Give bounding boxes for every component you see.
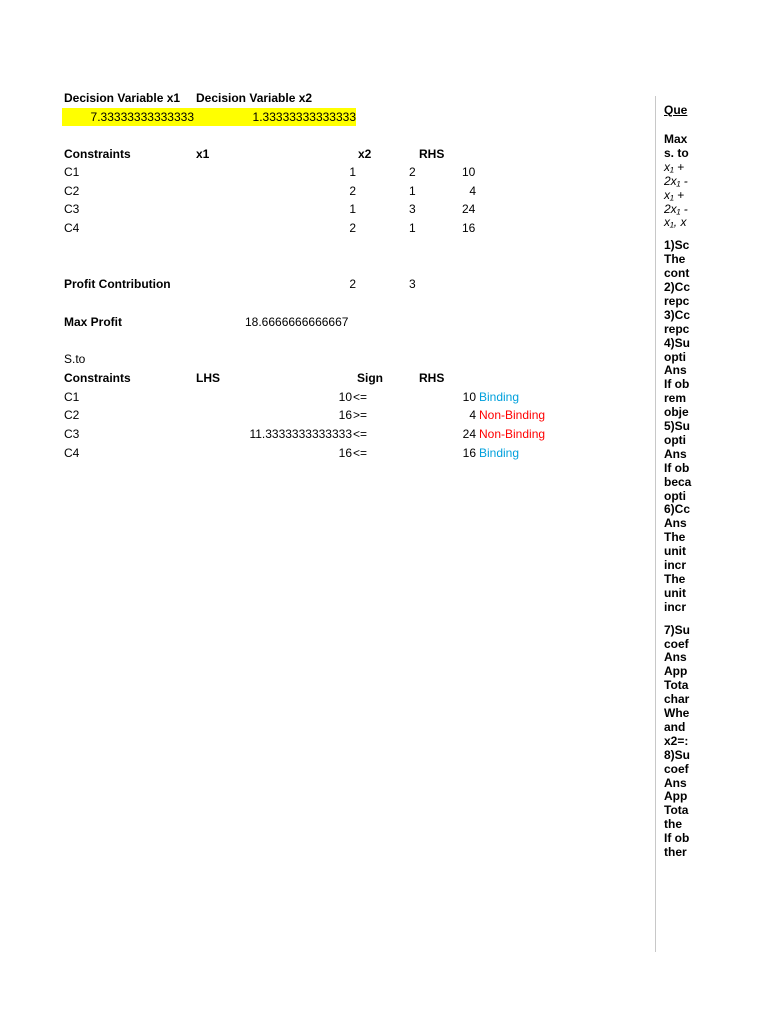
- table-cell-rhs[interactable]: 4: [469, 184, 476, 198]
- table-row-name: C3: [64, 427, 80, 441]
- question-panel-line: 2x₁ -: [664, 201, 688, 216]
- table-row-name: C2: [64, 184, 80, 198]
- sto-sign-header: Sign: [357, 371, 383, 385]
- constraints-header: Constraints: [64, 147, 131, 161]
- question-panel-line: beca: [664, 474, 692, 489]
- table-cell-rhs[interactable]: 10: [462, 165, 476, 179]
- status-badge-binding: Binding: [479, 446, 520, 460]
- question-panel-line: x₁ +: [664, 159, 685, 174]
- question-panel-line: Tota: [664, 678, 689, 693]
- question-panel-line: Ans: [664, 516, 687, 531]
- table-cell-lhs[interactable]: 16: [338, 408, 352, 422]
- table-row-name: C4: [64, 446, 80, 460]
- decision-x1-header: Decision Variable x1: [64, 91, 181, 105]
- question-panel-line: incr: [664, 558, 687, 572]
- table-cell-x1[interactable]: 1: [349, 165, 356, 179]
- question-panel-line: 4)Su: [664, 335, 691, 350]
- question-panel-line: 8)Su: [664, 747, 691, 762]
- question-panel-line: coef: [664, 636, 689, 651]
- question-panel-line: coef: [664, 761, 689, 776]
- table-cell-x2[interactable]: 3: [409, 202, 416, 216]
- table-cell-x1[interactable]: 2: [349, 184, 356, 198]
- question-panel-line: repc: [664, 293, 690, 308]
- decision-x2-header: Decision Variable x2: [196, 91, 313, 105]
- question-panel-line: 6)Cc: [664, 502, 691, 517]
- status-badge-non-binding: Non-Binding: [479, 408, 546, 422]
- table-cell-lhs[interactable]: 10: [338, 390, 352, 404]
- x2-header: x2: [358, 147, 372, 161]
- question-panel-line: obje: [664, 405, 689, 420]
- sto-rhs-header: RHS: [419, 371, 445, 385]
- question-panel-title: Que: [664, 103, 688, 117]
- decision-x2-value[interactable]: 1.33333333333333: [252, 110, 356, 124]
- question-panel-line: repc: [664, 321, 690, 336]
- x1-header: x1: [196, 147, 210, 161]
- question-panel-line: x2=:: [664, 733, 689, 748]
- table-cell-x2[interactable]: 1: [409, 184, 416, 198]
- question-panel-line: App: [664, 664, 688, 679]
- question-panel-line: If ob: [664, 377, 690, 392]
- question-panel-line: cont: [664, 266, 690, 281]
- question-panel-line: the: [664, 817, 682, 832]
- table-row-name: C2: [64, 408, 80, 422]
- table-cell-sign[interactable]: >=: [353, 408, 368, 422]
- question-panel-line: s. to: [664, 145, 689, 160]
- table-cell-x2[interactable]: 2: [409, 165, 416, 179]
- question-panel-line: Whe: [664, 706, 690, 720]
- question-panel-line: unit: [664, 585, 686, 600]
- profit-label: Profit Contribution: [64, 277, 171, 291]
- question-panel-line: The: [664, 252, 686, 267]
- table-row-name: C1: [64, 390, 80, 404]
- table-cell-x1[interactable]: 1: [349, 202, 356, 216]
- question-panel-line: opti: [664, 488, 686, 503]
- question-panel-line: 2x₁ -: [664, 173, 688, 188]
- question-panel-line: incr: [664, 599, 687, 614]
- profit-x2[interactable]: 3: [409, 277, 416, 291]
- question-panel-line: x₁ +: [664, 187, 685, 202]
- table-cell-rhs[interactable]: 24: [462, 202, 476, 216]
- table-row-name: C4: [64, 221, 80, 235]
- question-panel-line: ther: [664, 845, 687, 859]
- question-panel-line: 1)Sc: [664, 238, 690, 253]
- table-row-name: C3: [64, 202, 80, 216]
- question-panel-line: If ob: [664, 831, 690, 846]
- question-panel-line: Ans: [664, 650, 687, 665]
- question-panel-line: App: [664, 789, 688, 804]
- table-cell-sign[interactable]: <=: [353, 390, 368, 404]
- question-panel-line: 7)Su: [664, 622, 691, 637]
- question-panel-line: If ob: [664, 460, 690, 475]
- question-panel-line: unit: [664, 544, 686, 559]
- question-panel-line: Tota: [664, 803, 689, 818]
- table-cell-sign[interactable]: <=: [353, 427, 368, 441]
- question-panel-line: rem: [664, 391, 687, 406]
- max-profit-value[interactable]: 18.6666666666667: [245, 315, 349, 329]
- question-panel-line: Max: [664, 132, 688, 146]
- question-side-panel: [655, 96, 696, 952]
- table-cell-rhs[interactable]: 16: [462, 221, 476, 235]
- max-profit-label: Max Profit: [64, 315, 123, 329]
- table-cell-x2[interactable]: 1: [409, 221, 416, 235]
- table-cell-lhs[interactable]: 16: [338, 446, 352, 460]
- question-panel-line: 5)Su: [664, 419, 691, 433]
- table-cell-sign[interactable]: <=: [353, 446, 368, 460]
- profit-x1[interactable]: 2: [349, 277, 356, 291]
- sto-lhs-header: LHS: [196, 371, 220, 385]
- question-panel-line: Ans: [664, 446, 687, 461]
- table-cell-rhs[interactable]: 4: [469, 408, 476, 422]
- question-panel-line: Ans: [664, 363, 687, 378]
- sto-constraints-header: Constraints: [64, 371, 131, 385]
- table-row-name: C1: [64, 165, 80, 179]
- rhs-header: RHS: [419, 147, 445, 161]
- table-cell-rhs[interactable]: 24: [462, 427, 476, 441]
- status-badge-binding: Binding: [479, 390, 520, 404]
- table-cell-rhs[interactable]: 16: [462, 446, 476, 460]
- table-cell-x1[interactable]: 2: [349, 221, 356, 235]
- question-panel-line: The: [664, 530, 686, 545]
- question-panel-line: char: [664, 692, 690, 707]
- decision-x1-value[interactable]: 7.33333333333333: [90, 110, 194, 124]
- question-panel-line: and: [664, 719, 686, 734]
- sto-label: S.to: [64, 352, 86, 366]
- table-cell-lhs[interactable]: 11.3333333333333: [249, 427, 352, 441]
- question-panel-line: 2)Cc: [664, 280, 691, 294]
- status-badge-non-binding: Non-Binding: [479, 427, 546, 441]
- question-panel-line: x₁, x: [664, 215, 687, 230]
- question-panel-line: Ans: [664, 775, 687, 790]
- question-panel-line: opti: [664, 432, 686, 447]
- table-cell-rhs[interactable]: 10: [462, 390, 476, 404]
- question-panel-line: 3)Cc: [664, 307, 691, 322]
- question-panel-line: opti: [664, 349, 686, 364]
- question-panel-line: The: [664, 571, 686, 586]
